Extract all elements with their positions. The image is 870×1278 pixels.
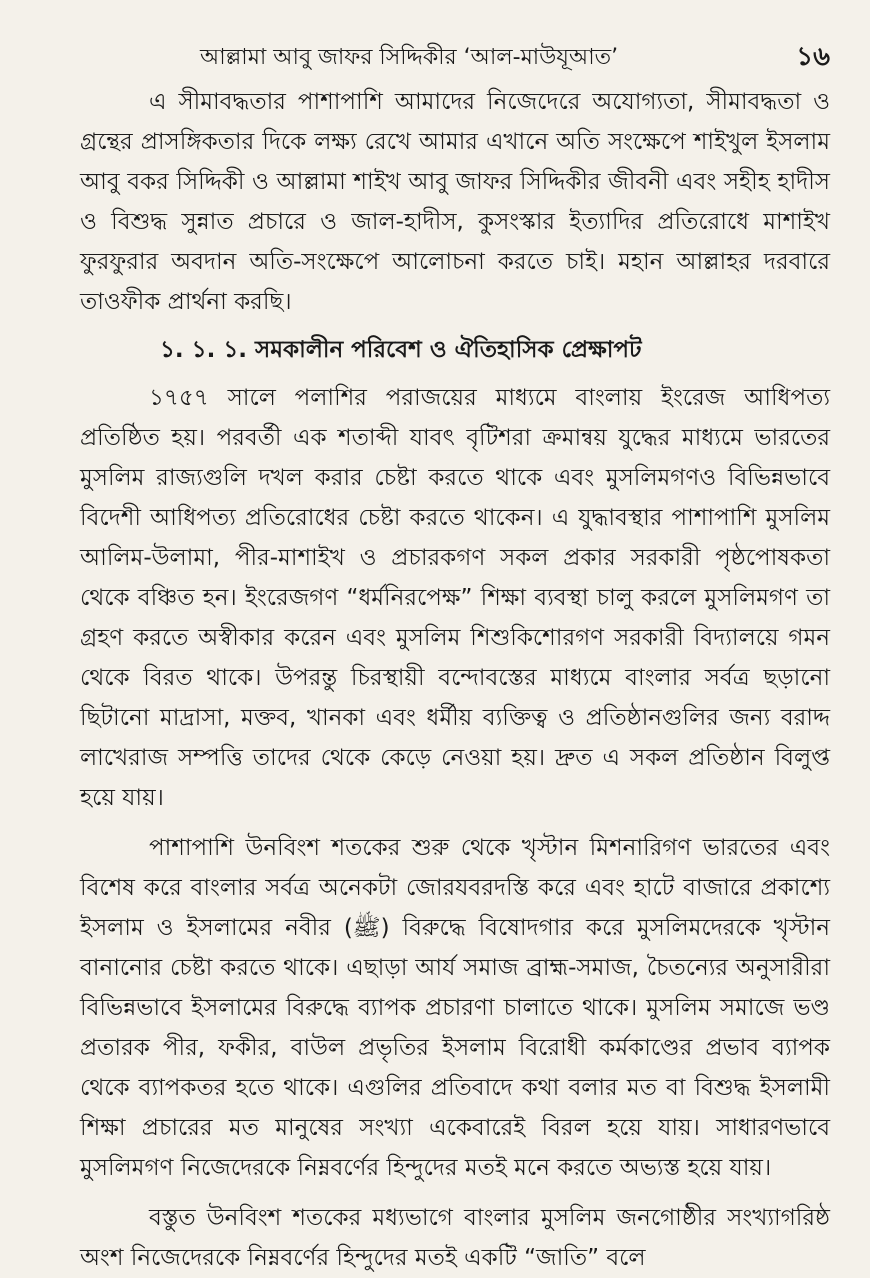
running-title: আল্লামা আবু জাফর সিদ্দিকীর ‘আল-মাউযূআত’ [200, 44, 619, 70]
section-heading: ১. ১. ১. সমকালীন পরিবেশ ও ঐতিহাসিক প্রেক্ষাপট [160, 337, 642, 363]
paragraph-missionaries: পাশাপাশি উনবিংশ শতকের শুরু থেকে খৃস্টান মিশনারিগণ ভারতের এবং বিশেষ করে বাংলার সর্বত্র অনেকটা জোরযবরদস্তি করে এবং হাটে বাজারে প্রকাশ্যে ইসলাম ও ইসলামের নবীর (ﷺ) বিরুদ্ধে বিষোদগার করে মুসলিমদেরকে খৃস্টান বানানোর চেষ্টা করতে থাকে। এছাড়া আর্য সমাজ ব্রাহ্ম-সমাজ, চৈতন্যের অনুসারীরা বিভিন্নভাবে ইসলামের বিরুদ্ধে ব্যাপক প্রচারণা চালাতে থাকে। মুসলিম সমাজে ভণ্ড প্রতারক পীর, ফকীর, বাউল প্রভৃতির ইসলাম বিরোধী কর্মকাণ্ডের প্রভাব ব্যাপক থেকে ব্যাপকতর হতে থাকে। এগুলির প্রতিবাদে কথা বলার মত বা বিশুদ্ধ ইসলামী শিক্ষা প্রচারের মত মানুষের সংখ্যা একেবারেই বিরল হয়ে যায়। সাধারণভাবে মুসলিমগণ নিজেদেরকে নিম্নবর্ণের হিন্দুদের মতই মনে করতে অভ্যস্ত হয়ে যায়। [80, 835, 830, 1181]
paragraph-intro: এ সীমাবদ্ধতার পাশাপাশি আমাদের নিজেদেরে অযোগ্যতা, সীমাবদ্ধতা ও গ্রন্থের প্রাসঙ্গিকতার দিকে লক্ষ্য রেখে আমার এখানে অতি সংক্ষেপে শাইখুল ইসলাম আবু বকর সিদ্দিকী ও আল্লামা শাইখ আবু জাফর সিদ্দিকীর জীবনী এবং সহীহ হাদীস ও বিশুদ্ধ সুন্নাত প্রচারে ও জাল-হাদীস, কুসংস্কার ইত্যাদির প্রতিরোধে মাশাইখ ফুরফুরার অবদান অতি-সংক্ষেপে আলোচনা করতে চাই। মহান আল্লাহর দরবারে তাওফীক প্রার্থনা করছি। [80, 89, 830, 315]
paragraph-continuation: বস্তুত উনবিংশ শতকের মধ্যভাগে বাংলার মুসলিম জনগোষ্ঠীর সংখ্যাগরিষ্ঠ অংশ নিজেদেরকে নিম্নবর্ণের হিন্দুদের মতই একটি “জাতি” বলে [80, 1205, 830, 1271]
body-text [80, 82, 830, 1278]
page-header [200, 40, 830, 76]
page-number: ১৬ [796, 42, 830, 72]
paragraph-history: ১৭৫৭ সালে পলাশির পরাজয়ের মাধ্যমে বাংলায় ইংরেজ আধিপত্য প্রতিষ্ঠিত হয়। পরবর্তী এক শতাব্দী যাবৎ বৃটিশরা ক্রমান্বয় যুদ্ধের মাধ্যমে ভারতের মুসলিম রাজ্যগুলি দখল করার চেষ্টা করতে থাকে এবং মুসলিমগণও বিভিন্নভাবে বিদেশী আধিপত্য প্রতিরোধের চেষ্টা করতে থাকেন। এ যুদ্ধাবস্থার পাশাপাশি মুসলিম আলিম-উলামা, পীর-মাশাইখ ও প্রচারকগণ সকল প্রকার সরকারী পৃষ্ঠপোষকতা থেকে বঞ্চিত হন। ইংরেজগণ “ধর্মনিরপেক্ষ” শিক্ষা ব্যবস্থা চালু করলে মুসলিমগণ তা গ্রহণ করতে অস্বীকার করেন এবং মুসলিম শিশুকিশোরগণ সরকারী বিদ্যালয়ে গমন থেকে বিরত থাকে। উপরন্তু চিরস্থায়ী বন্দোবস্তের মাধ্যমে বাংলার সর্বত্র ছড়ানো ছিটানো মাদ্রাসা, মক্তব, খানকা এবং ধর্মীয় ব্যক্তিত্ব ও প্রতিষ্ঠানগুলির জন্য বরাদ্দ লাখেরাজ সম্পত্তি তাদের থেকে কেড়ে নেওয়া হয়। দ্রুত এ সকল প্রতিষ্ঠান বিলুপ্ত হয়ে যায়। [80, 385, 830, 811]
